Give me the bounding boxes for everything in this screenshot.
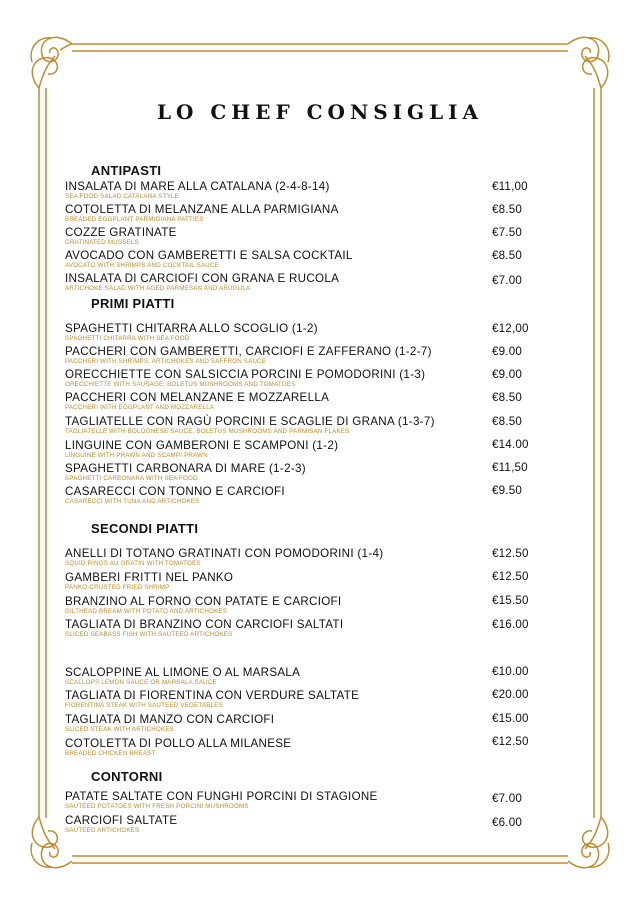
dish-price: €9.00 — [492, 345, 523, 358]
dish-description: GRATINATED MUSSELS — [65, 239, 139, 246]
dish-price: €12.50 — [492, 735, 529, 748]
dish-price: €15.50 — [492, 594, 529, 607]
dish-price: €6.00 — [492, 816, 523, 829]
dish-name: CARCIOFI SALTATE — [65, 814, 178, 827]
section-title-antipasti: ANTIPASTI — [91, 163, 162, 178]
dish-name: ORECCHIETTE CON SALSICCIA PORCINI E POMODORINI (1-3) — [65, 368, 426, 381]
dish-description: PANKO-CRUSTED FRIED SHRIMP — [65, 584, 170, 591]
dish-description: SAUTEED ARTICHOKES — [65, 827, 140, 834]
dish-name: COTOLETTA DI MELANZANE ALLA PARMIGIANA — [65, 203, 339, 216]
dish-price: €20.00 — [492, 688, 529, 701]
dish-description: CASARECCI WITH TUNA AND ARTICHOKES — [65, 498, 200, 505]
dish-name: AVOCADO CON GAMBERETTI E SALSA COCKTAIL — [65, 249, 353, 262]
dish-price: €8.50 — [492, 415, 523, 428]
dish-price: €12.50 — [492, 570, 529, 583]
dish-name: INSALATA DI CARCIOFI CON GRANA E RUCOLA — [65, 272, 340, 285]
dish-price: €11,50 — [492, 461, 528, 474]
dish-price: €8.50 — [492, 249, 523, 262]
dish-name: LINGUINE CON GAMBERONI E SCAMPONI (1-2) — [65, 439, 339, 452]
dish-name: TAGLIATA DI BRANZINO CON CARCIOFI SALTATI — [65, 618, 344, 631]
dish-name: PATATE SALTATE CON FUNGHI PORCINI DI STAGIONE — [65, 790, 378, 803]
corner-ornament-top-left — [31, 37, 72, 88]
dish-price: €11,00 — [492, 180, 528, 193]
dish-description: SCALLOPS LEMON SAUCE OR MARSALA SAUCE — [65, 679, 217, 686]
dish-description: SPAGHETTI CARBONARA WITH SEA FOOD — [65, 475, 198, 482]
dish-name: TAGLIATA DI MANZO CON CARCIOFI — [65, 713, 275, 726]
dish-name: PACCHERI CON GAMBERETTI, CARCIOFI E ZAFFERANO (1-2-7) — [65, 345, 432, 358]
dish-price: €12,00 — [492, 322, 529, 335]
dish-description: SPAGHETTI CHITARRA WITH SEA FOOD — [65, 335, 190, 342]
dish-price: €16.00 — [492, 618, 529, 631]
dish-description: SQUID RINGS AU GRATIN WITH TOMATOES — [65, 560, 201, 567]
corner-ornament-top-right — [568, 37, 609, 88]
dish-description: FIORENTINA STEAK WITH SAUTEED VEGETABLES — [65, 702, 223, 709]
dish-description: BREADED EGGPLANT PARMIGIANA PATTIES — [65, 216, 204, 223]
dish-description: GILTHEAD BREAM WITH POTATO AND ARTICHOKES — [65, 608, 227, 615]
dish-description: SLICED SEABASS FISH WITH SAUTEED ARTICHOKES — [65, 631, 233, 638]
dish-description: TAGLIATELLE WITH BOLOGNESE SAUCE, BOLETUS MUSHROOMS AND PARMISAN FLAKES — [65, 428, 350, 435]
dish-name: PACCHERI CON MELANZANE E MOZZARELLA — [65, 391, 330, 404]
dish-description: AVOCATO WITH SHRIMPS AND COCKTAIL SAUCE — [65, 262, 219, 269]
dish-name: SCALOPPINE AL LIMONE O AL MARSALA — [65, 666, 301, 679]
dish-name: GAMBERI FRITTI NEL PANKO — [65, 571, 234, 584]
dish-name: COZZE GRATINATE — [65, 226, 177, 239]
dish-price: €9.50 — [492, 484, 523, 497]
dish-price: €9.00 — [492, 368, 523, 381]
dish-description: SLICED STEAK WITH ARTICHOKES — [65, 726, 174, 733]
dish-price: €7.00 — [492, 274, 523, 287]
dish-name: INSALATA DI MARE ALLA CATALANA (2-4-8-14) — [65, 180, 330, 193]
dish-description: BREADED CHICKEN BREAST — [65, 750, 156, 757]
section-title-contorni: CONTORNI — [91, 769, 163, 784]
section-title-primi-piatti: PRIMI PIATTI — [91, 296, 175, 311]
dish-name: COTOLETTA DI POLLO ALLA MILANESE — [65, 737, 292, 750]
dish-price: €14.00 — [492, 438, 529, 451]
dish-name: SPAGHETTI CARBONARA DI MARE (1-2-3) — [65, 462, 306, 475]
dish-description: LINGUINE WITH PRAWN AND SCAMPI PRAWN — [65, 452, 208, 459]
page-title: LO CHEF CONSIGLIA — [156, 100, 484, 124]
dish-description: SEA FOOD SALAD CATALANA STYLE — [65, 193, 179, 200]
dish-price: €12.50 — [492, 547, 529, 560]
dish-description: ARTICHOKE SALAD WITH AGED PARMESAN AND ARUGULA — [65, 285, 251, 292]
dish-name: BRANZINO AL FORNO CON PATATE E CARCIOFI — [65, 595, 342, 608]
corner-ornament-bottom-right — [568, 817, 609, 868]
dish-description: PACCHERI WITH SHRIMPS, ARTICHOKES AND SAFFRON SAUCE — [65, 358, 267, 365]
dish-description: PACCHERI WITH EGGPLANT AND MOZZARELLA — [65, 404, 215, 411]
dish-name: SPAGHETTI CHITARRA ALLO SCOGLIO (1-2) — [65, 322, 318, 335]
dish-price: €10.00 — [492, 665, 529, 678]
dish-name: TAGLIATA DI FIORENTINA CON VERDURE SALTATE — [65, 689, 360, 702]
dish-price: €8.50 — [492, 391, 523, 404]
dish-name: ANELLI DI TOTANO GRATINATI CON POMODORINI (1-4) — [65, 547, 384, 560]
dish-price: €7.50 — [492, 226, 523, 239]
dish-description: ORECCHIETTE WITH SAUSAGE, BOLETUS MUSHROOMS AND TOMATOES — [65, 381, 296, 388]
dish-name: TAGLIATELLE CON RAGÙ PORCINI E SCAGLIE DI GRANA (1-3-7) — [65, 415, 435, 428]
dish-price: €7.00 — [492, 792, 523, 805]
dish-price: €8.50 — [492, 203, 523, 216]
dish-description: SAUTÈED POTATOES WITH FRESH PORCINI MUSHROOMS — [65, 803, 249, 810]
dish-price: €15.00 — [492, 712, 529, 725]
dish-name: CASARECCI CON TONNO E CARCIOFI — [65, 485, 285, 498]
section-title-secondi-piatti: SECONDI PIATTI — [91, 521, 199, 536]
